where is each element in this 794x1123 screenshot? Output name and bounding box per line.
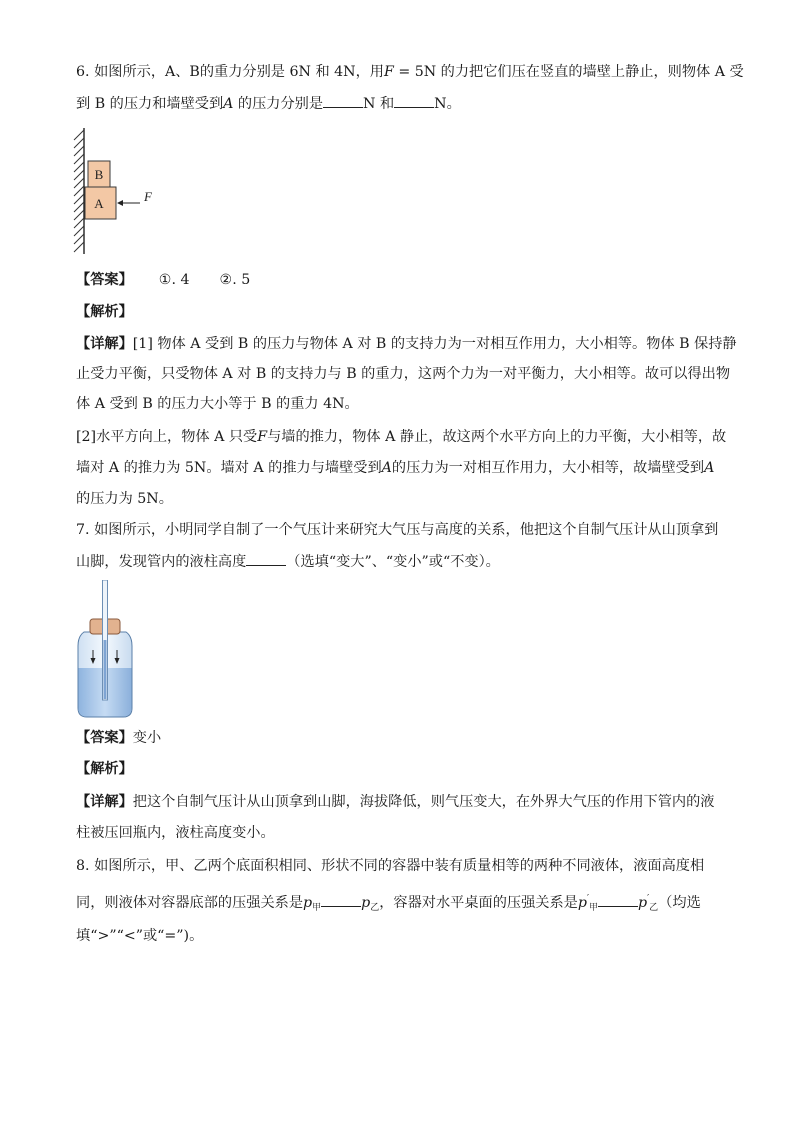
q6-detail-4 <box>76 427 726 447</box>
q7-line-2 <box>76 551 726 572</box>
detail-text: 止受力平衡，只受物体 A 对 B 的支持力与 B 的重力，这两个力为一对平衡力，大小相等。故可以得出物 <box>76 366 731 382</box>
q7-text: （选填“变大”、“变小”或“不变）。 <box>286 554 500 570</box>
answer-blank <box>323 93 363 108</box>
block-a-label: A <box>94 196 104 211</box>
q7-detail-2 <box>76 823 726 843</box>
pressure-symbol: p <box>577 895 587 911</box>
answer-blank <box>321 892 361 907</box>
subscript-jia: 甲 <box>312 903 322 913</box>
q6-detail-5 <box>76 458 726 478</box>
pressure-symbol: p <box>303 895 313 911</box>
q6-detail-1 <box>76 334 737 354</box>
answer-blank <box>394 93 434 108</box>
q7-line-1 <box>76 520 726 540</box>
question-number: 7. <box>76 522 90 538</box>
q6-text: 如图所示，A、B的重力分别是 6N 和 4N，用 <box>94 64 384 80</box>
q7-answer <box>76 728 726 748</box>
q6-line-2 <box>76 93 726 114</box>
answer-value-1: . 4 <box>171 272 190 288</box>
force-symbol: F <box>383 64 394 80</box>
analysis-tag: 【解析】 <box>76 761 133 777</box>
detail-text: [2]水平方向上，物体 A 只受 <box>76 429 258 445</box>
q6-text: = 5N 的力把它们压在竖直的墙壁上静止，则物体 A 受 <box>393 64 744 80</box>
q6-detail-2 <box>76 364 731 384</box>
object-symbol: A <box>223 96 234 112</box>
wall-hatching <box>74 130 84 252</box>
answer-value-2: . 5 <box>232 272 251 288</box>
answer-tag: 【答案】 <box>76 730 133 746</box>
answer-tag: 【答案】 <box>76 272 133 288</box>
q6-analysis <box>76 302 726 322</box>
answer-mark-1: ① <box>158 272 172 288</box>
answer-mark-2: ② <box>219 272 233 288</box>
q6-detail-3 <box>76 394 726 414</box>
object-symbol: A <box>381 460 392 476</box>
q8-text: 如图所示，甲、乙两个底面积相同、形状不同的容器中装有质量相等的两种不同液体，液面高度相 <box>94 858 705 874</box>
detail-tag: 【详解】 <box>76 336 133 352</box>
analysis-tag: 【解析】 <box>76 304 133 320</box>
q6-detail-6 <box>76 489 726 509</box>
detail-text: 体 A 受到 B 的压力大小等于 B 的重力 4N。 <box>76 396 359 412</box>
q6-text: 的压力分别是 <box>233 96 324 112</box>
q8-line-2 <box>76 889 726 918</box>
q7-text: 山脚，发现管内的液柱高度 <box>76 554 247 570</box>
pressure-symbol: p <box>361 895 371 911</box>
subscript-yi: 乙 <box>370 903 380 913</box>
detail-text: 的压力为 5N。 <box>76 491 173 507</box>
q7-detail-1 <box>76 792 726 812</box>
force-arrowhead <box>117 200 123 206</box>
answer-value: 变小 <box>132 730 162 746</box>
prime-mark: ′ <box>647 894 650 904</box>
q8-line-1 <box>76 856 726 876</box>
q6-line-1 <box>76 62 744 82</box>
object-symbol: A <box>704 460 715 476</box>
force-symbol: F <box>257 429 268 445</box>
detail-text: 把这个自制气压计从山顶拿到山脚，海拔降低，则气压变大，在外界大气压的作用下管内的液 <box>132 794 715 810</box>
q8-text: 同，则液体对容器底部的压强关系是 <box>76 895 304 911</box>
subscript-jia: 甲 <box>589 903 599 913</box>
detail-text: 与墙的推力，物体 A 静止，故这两个水平方向上的力平衡，大小相等，故 <box>267 429 727 445</box>
detail-text: 的压力为一对相互作用力，大小相等，故墙壁受到 <box>391 460 705 476</box>
q7-analysis <box>76 759 726 779</box>
q6-text: N 和 <box>363 96 395 112</box>
tube-liquid-column <box>104 640 107 699</box>
force-label: F <box>144 189 152 204</box>
subscript-yi: 乙 <box>649 903 659 913</box>
prime-mark: ′ <box>586 894 590 904</box>
block-b-label: B <box>94 167 104 182</box>
pressure-symbol: p <box>638 895 648 911</box>
answer-blank <box>246 551 286 566</box>
q8-text: （均选 <box>658 895 701 911</box>
detail-tag: 【详解】 <box>76 794 133 810</box>
barometer-bottle-figure <box>72 580 138 722</box>
q8-text: ，容器对水平桌面的压强关系是 <box>379 895 578 911</box>
q7-text: 如图所示，小明同学自制了一个气压计来研究大气压与高度的关系，他把这个自制气压计从山顶拿到 <box>94 522 719 538</box>
q8-text: 填“>”“<”或“=”)。 <box>76 928 204 944</box>
wall-blocks-figure <box>68 126 168 256</box>
q6-answer <box>76 270 726 290</box>
detail-text: [1] 物体 A 受到 B 的压力与物体 A 对 B 的支持力为一对相互作用力，大小相等。物体 B 保持静 <box>132 336 737 352</box>
q6-text: N。 <box>434 96 461 112</box>
detail-text: 柱被压回瓶内，液柱高度变小。 <box>76 825 275 841</box>
answer-blank <box>598 892 638 907</box>
q8-line-3 <box>76 926 726 946</box>
detail-text: 墙对 A 的推力为 5N。墙对 A 的推力与墙壁受到 <box>76 460 382 476</box>
q6-text: 到 B 的压力和墙壁受到 <box>76 96 224 112</box>
question-number: 6. <box>76 64 90 80</box>
question-number: 8. <box>76 858 90 874</box>
